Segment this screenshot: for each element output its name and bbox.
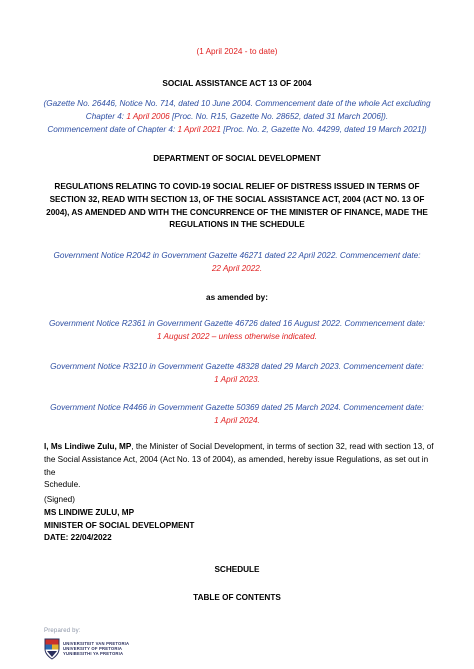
university-name-af: UNIVERSITEIT VAN PRETORIA xyxy=(63,641,130,646)
gazette-info xyxy=(40,98,434,136)
amendment-2: Government Notice R3210 in Government Gazette 48328 dated 29 March 2023. Commencement date: 1 April 2023. xyxy=(50,362,424,384)
signed-label: (Signed) xyxy=(44,495,75,504)
department-heading: DEPARTMENT OF SOCIAL DEVELOPMENT xyxy=(153,154,321,163)
university-name-nso: YUNIBESITHI YA PRETORIA xyxy=(63,651,124,656)
amendment-3: Government Notice R4466 in Government Gazette 50369 dated 25 March 2024. Commencement date: 1 April 2024. xyxy=(50,403,424,425)
gazette-line-2: Chapter 4: 1 April 2006 [Proc. No. R15, Gazette No. 28652, dated 31 March 2006]). xyxy=(85,111,389,121)
amendment-1: Government Notice R2361 in Government Gazette 46726 dated 16 August 2022. Commencement date: 1 August 2022 – unless otherwise indicated. xyxy=(48,319,426,341)
gazette-line-1: (Gazette No. 26446, Notice No. 714, dated 10 June 2004. Commencement date of the whole Act excluding xyxy=(43,99,431,108)
date-range: (1 April 2024 - to date) xyxy=(196,47,278,56)
original-notice: Government Notice R2042 in Government Gazette 46271 dated 22 April 2022. Commencement date: 22 April 2022. xyxy=(53,251,421,273)
gazette-line-3: Commencement date of Chapter 4: 1 April 2021 [Proc. No. 2, Gazette No. 44299, dated 19 March 2021]) xyxy=(47,124,427,134)
toc-heading: TABLE OF CONTENTS xyxy=(193,593,281,602)
amended-by-heading: as amended by: xyxy=(206,293,268,302)
schedule-heading: SCHEDULE xyxy=(214,565,260,574)
prepared-by-label: Prepared by: xyxy=(44,628,81,634)
act-title: SOCIAL ASSISTANCE ACT 13 OF 2004 xyxy=(162,79,312,88)
university-crest-icon xyxy=(44,638,60,660)
signatory-name: MS LINDIWE ZULU, MP xyxy=(44,507,135,517)
signature-date: DATE: 22/04/2022 xyxy=(44,533,112,543)
commencement-date-1: 1 April 2006 xyxy=(126,111,170,121)
signature-block xyxy=(44,494,434,545)
signatory-title: MINISTER OF SOCIAL DEVELOPMENT xyxy=(44,520,195,530)
commencement-date-2: 1 April 2021 xyxy=(177,124,221,134)
university-name-en: UNIVERSITY OF PRETORIA xyxy=(63,646,123,651)
regulations-title: REGULATIONS RELATING TO COVID-19 SOCIAL RELIEF OF DISTRESS ISSUED IN TERMS OF SECTION 32, READ WITH SECTION 13, OF THE SOCIAL ASSISTANCE ACT, 2004 (ACT NO. 13 OF 2004), AS AMENDED AND WITH THE CONCURRENCE OF THE MINISTER OF FINANCE, MADE THE REGULATIONS IN THE SCHEDULE xyxy=(46,182,428,230)
preamble: I, Ms Lindiwe Zulu, MP, the Minister of Social Development, in terms of section 32, read with section 13, of the Social Assistance Act, 2004 (Act No. 13 of 2004), as amended, hereby issue Regulations, as set out in the Schedule. xyxy=(44,442,434,490)
minister-name: I, Ms Lindiwe Zulu, MP xyxy=(44,442,132,451)
